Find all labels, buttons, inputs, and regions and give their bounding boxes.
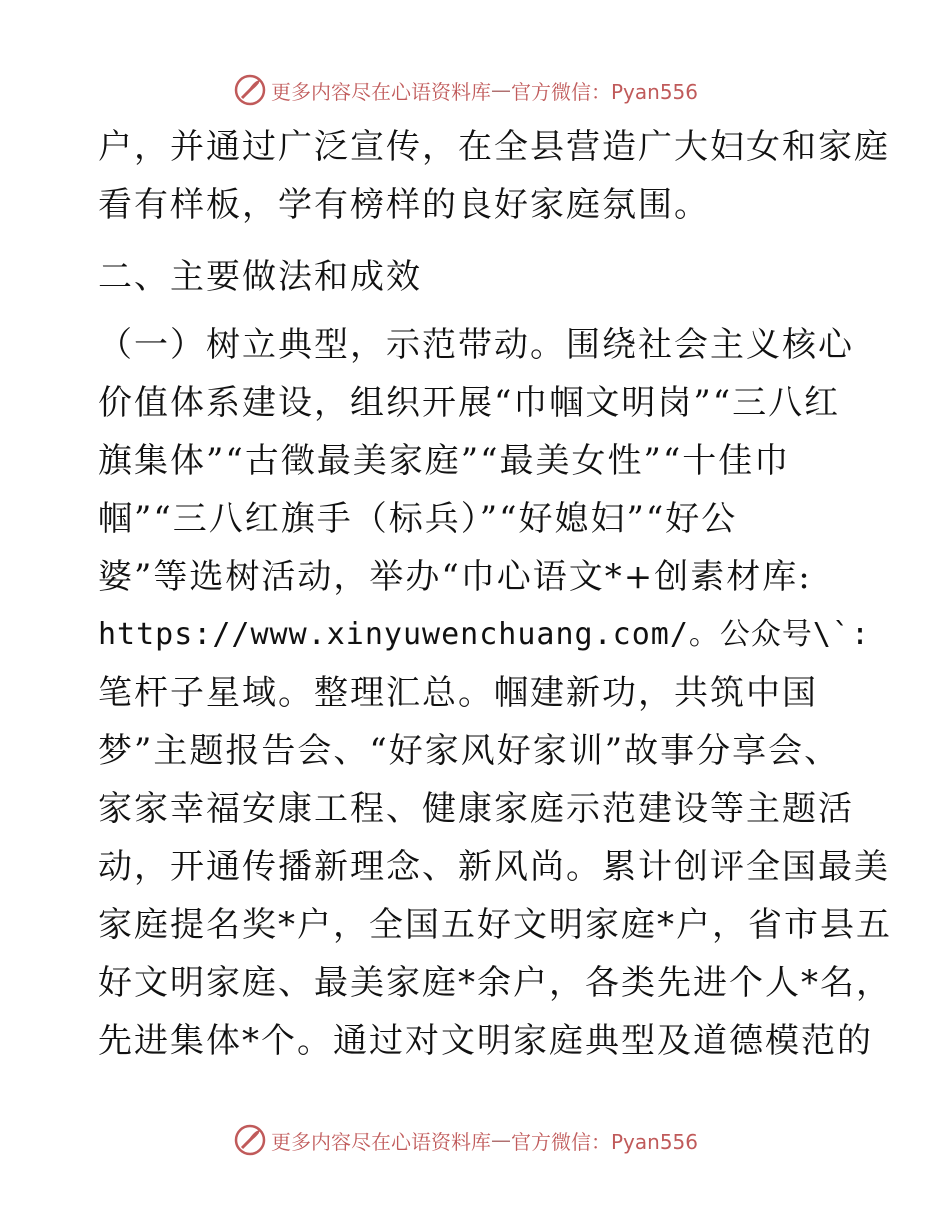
paragraph-line: 先进集体*个。通过对文明家庭典型及道德模范的 — [98, 1021, 873, 1061]
paragraph-line: 家庭提名奖*户，全国五好文明家庭*户，省市县五 — [98, 905, 892, 945]
paragraph-line-url: https://www.xinyuwenchuang.com/。公众号\`: — [98, 617, 871, 652]
footer-watermark — [233, 1120, 698, 1160]
paragraph-line: 旗集体”“古徵最美家庭”“最美女性”“十佳巾 — [98, 441, 791, 481]
watermark-text: 更多内容尽在心语资料库 — [271, 1129, 491, 1154]
watermark-wechat: 官方微信：Pyan556 — [511, 1129, 699, 1154]
paragraph-line: 婆”等选树活动，举办“巾心语文*+创素材库: — [98, 557, 812, 597]
header-watermark — [233, 70, 698, 110]
paragraph-line: 梦”主题报告会、“好家风好家训”故事分享会、 — [98, 731, 841, 771]
paragraph-line: 笔杆子星域。整理汇总。帼建新功，共筑中国 — [98, 673, 818, 713]
paragraph-line: 帼”“三八红旗手（标兵）”“好媳妇”“好公 — [98, 499, 738, 539]
feather-logo-icon — [233, 1123, 267, 1157]
watermark-wechat: 官方微信：Pyan556 — [511, 79, 699, 104]
feather-logo-icon — [233, 73, 267, 107]
text-line: 户，并通过广泛宣传，在全县营造广大妇女和家庭 — [98, 127, 890, 167]
watermark-text: 更多内容尽在心语资料库 — [271, 79, 491, 104]
watermark-separator: — — [491, 78, 511, 102]
paragraph-line: 价值体系建设，组织开展“巾帼文明岗”“三八红 — [98, 383, 841, 423]
section-heading: 二、主要做法和成效 — [98, 257, 422, 297]
document-body — [98, 118, 892, 1070]
paragraph-line: 动，开通传播新理念、新风尚。累计创评全国最美 — [98, 847, 890, 887]
text-line: 看有样板，学有榜样的良好家庭氛围。 — [98, 185, 710, 225]
paragraph-line: 好文明家庭、最美家庭*余户，各类先进个人*名， — [98, 963, 892, 1003]
paragraph-line: （一）树立典型，示范带动。围绕社会主义核心 — [98, 325, 854, 365]
watermark-separator: — — [491, 1128, 511, 1152]
paragraph-line: 家家幸福安康工程、健康家庭示范建设等主题活 — [98, 789, 854, 829]
